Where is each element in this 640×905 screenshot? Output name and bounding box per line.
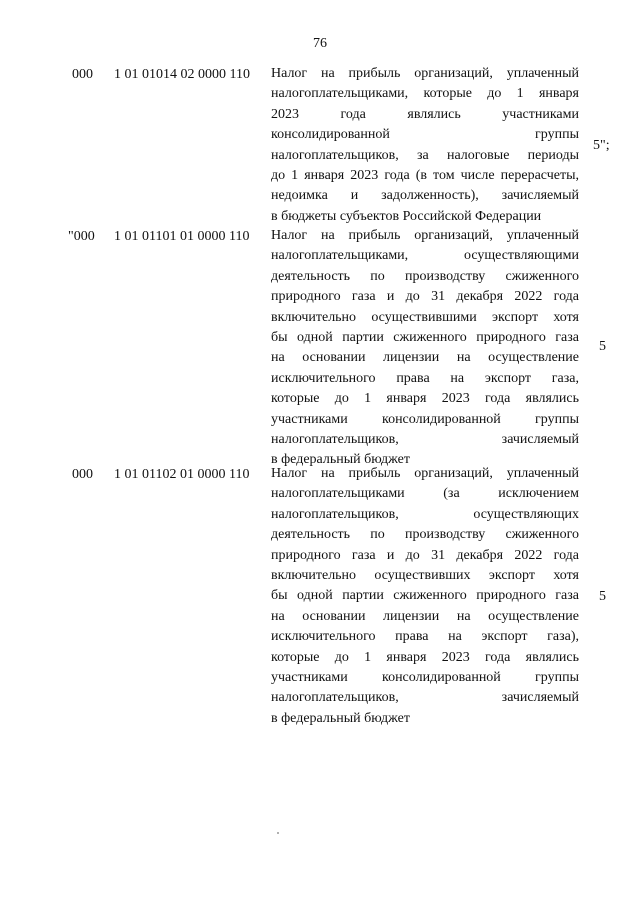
description-line: в бюджеты субъектов Российской Федерации (271, 208, 542, 224)
description-line: природного газа и до 31 декабря 2022 года (271, 547, 579, 563)
description-line: на основании лицензии на осуществление (271, 608, 579, 624)
description-line: включительно осуществивших экспорт хотя (271, 567, 579, 583)
percent-value: 5 (599, 339, 606, 354)
description-line: исключительного права на экспорт газа), (271, 629, 579, 645)
admin-code: 000 (72, 67, 93, 82)
description-line: бы одной партии сжиженного природного газа (271, 329, 579, 345)
percent-value: 5 (599, 589, 606, 604)
description-line: Налог на прибыль организаций, уплаченный (271, 228, 579, 243)
description-line: в федеральный бюджет (271, 710, 410, 726)
kbk-code: 1 01 01102 01 0000 110 (114, 467, 250, 482)
description-line: участниками консолидированной группы (271, 669, 579, 685)
percent-value: 5"; (593, 138, 610, 153)
description-line: налогоплательщиками (за исключением (271, 486, 579, 502)
admin-code: 000 (72, 467, 93, 482)
description-line: 2023 года являлись участниками (271, 106, 579, 122)
description-line: до 1 января 2023 года (в том числе перерасчеты, (271, 167, 579, 183)
description-line: налогоплательщиков, за налоговые периоды (271, 147, 579, 163)
description-line: которые до 1 января 2023 года являлись (271, 391, 579, 407)
description-line: бы одной партии сжиженного природного газа (271, 588, 579, 604)
description-line: консолидированной группы (271, 127, 579, 143)
kbk-code: 1 01 01014 02 0000 110 (114, 67, 250, 82)
description-line: налогоплательщиков, осуществляющих (271, 506, 579, 522)
description-line: исключительного права на экспорт газа, (271, 370, 579, 386)
description-line: включительно осуществившими экспорт хотя (271, 309, 579, 325)
description-line: Налог на прибыль организаций, уплаченный (271, 466, 579, 481)
admin-code: "000 (68, 229, 95, 244)
description-line: налогоплательщиков, зачисляемый (271, 690, 579, 706)
description-line: участниками консолидированной группы (271, 411, 579, 427)
page-number: 76 (313, 36, 327, 51)
description-line: природного газа и до 31 декабря 2022 года (271, 289, 579, 305)
description-line: налогоплательщиками, которые до 1 января (271, 86, 579, 102)
description-line: в федеральный бюджет (271, 452, 410, 468)
income-description (271, 226, 579, 471)
description-line: налогоплательщиками, осуществляющими (271, 248, 579, 264)
description-line: налогоплательщиков, зачисляемый (271, 431, 579, 447)
scan-speck (277, 832, 279, 834)
income-description (271, 64, 579, 227)
kbk-code: 1 01 01101 01 0000 110 (114, 229, 250, 244)
description-line: недоимка и задолженность), зачисляемый (271, 188, 579, 204)
description-line: Налог на прибыль организаций, уплаченный (271, 66, 579, 81)
description-line: которые до 1 января 2023 года являлись (271, 649, 579, 665)
income-description (271, 464, 579, 729)
description-line: деятельность по производству сжиженного (271, 527, 579, 543)
description-line: деятельность по производству сжиженного (271, 268, 579, 284)
description-line: на основании лицензии на осуществление (271, 350, 579, 366)
